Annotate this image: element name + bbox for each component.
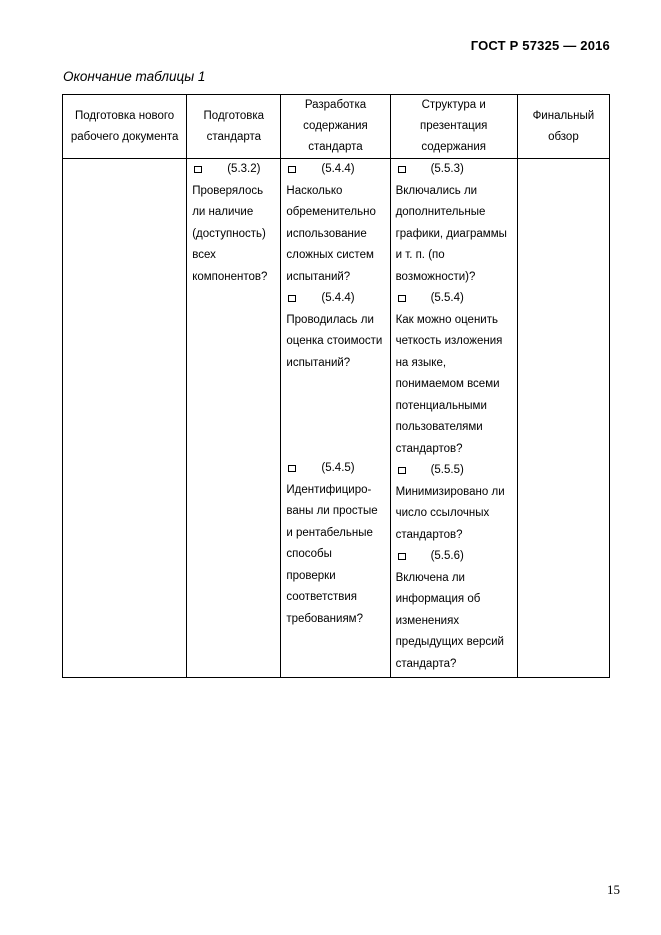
clause-ref: (5.5.3) xyxy=(430,163,464,175)
clause-ref: (5.4.4) xyxy=(321,292,355,304)
cell-structure-presentation xyxy=(390,159,517,678)
checklist-question: Включена ли информация об изменениях предыдущих версий стандарта? xyxy=(395,571,504,670)
checkbox-icon[interactable] xyxy=(398,467,406,474)
checklist-question: Проверялось ли наличие (доступность) всех компонентов? xyxy=(192,184,268,283)
checklist-table xyxy=(62,94,610,678)
checkbox-icon[interactable] xyxy=(288,465,296,472)
cell-new-working-document xyxy=(63,159,187,678)
cell-content-development xyxy=(281,159,390,678)
checklist-question: Минимизировано ли число ссылочных стандартов? xyxy=(395,485,505,541)
checkbox-icon[interactable] xyxy=(288,166,296,173)
checklist-question: Насколько обременительно использование сложных систем испытаний? xyxy=(286,184,376,283)
clause-ref: (5.4.4) xyxy=(321,163,355,175)
table-header-row xyxy=(63,95,610,159)
clause-ref: (5.4.5) xyxy=(321,462,355,474)
header-structure-presentation: Структура и презентация содержания xyxy=(390,95,517,159)
checklist-item xyxy=(391,159,517,288)
header-standard-preparation: Подготовка стандарта xyxy=(187,95,281,159)
checklist-question: Включались ли дополнительные графики, диаграммы и т. п. (по возможности)? xyxy=(395,184,507,283)
table-row xyxy=(63,159,610,678)
checklist-item xyxy=(281,159,389,288)
checklist-question: Проводилась ли оценка стоимости испытаний? xyxy=(286,313,383,369)
checklist-item xyxy=(391,546,517,675)
table-caption: Окончание таблицы 1 xyxy=(63,69,206,84)
checklist-item xyxy=(281,288,389,374)
checklist-item xyxy=(281,458,389,630)
page-number: 15 xyxy=(607,882,620,897)
document-header: ГОСТ Р 57325 — 2016 xyxy=(470,38,610,53)
clause-ref: (5.5.4) xyxy=(430,292,464,304)
checklist-question: Идентифициро- ваны ли простые и рентабельные способы проверки соответствия требованиям? xyxy=(286,483,378,625)
header-content-development: Разработка содержания стандарта xyxy=(281,95,390,159)
cell-standard-preparation xyxy=(187,159,281,678)
checklist-question: Как можно оценить четкость изложения на языке, понимаемом всеми потенциальными пользователями стандартов? xyxy=(395,313,503,455)
checklist-item xyxy=(391,460,517,546)
header-new-working-document: Подготовка нового рабочего документа xyxy=(63,95,187,159)
clause-ref: (5.5.6) xyxy=(430,550,464,562)
clause-ref: (5.5.5) xyxy=(430,464,464,476)
checkbox-icon[interactable] xyxy=(398,553,406,560)
checklist-item xyxy=(391,288,517,460)
header-final-review: Финальный обзор xyxy=(517,95,609,159)
checkbox-icon[interactable] xyxy=(398,166,406,173)
checkbox-icon[interactable] xyxy=(288,295,296,302)
clause-ref: (5.3.2) xyxy=(227,163,261,175)
checkbox-icon[interactable] xyxy=(398,295,406,302)
checklist-item xyxy=(187,159,280,288)
cell-final-review xyxy=(517,159,609,678)
checkbox-icon[interactable] xyxy=(194,166,202,173)
